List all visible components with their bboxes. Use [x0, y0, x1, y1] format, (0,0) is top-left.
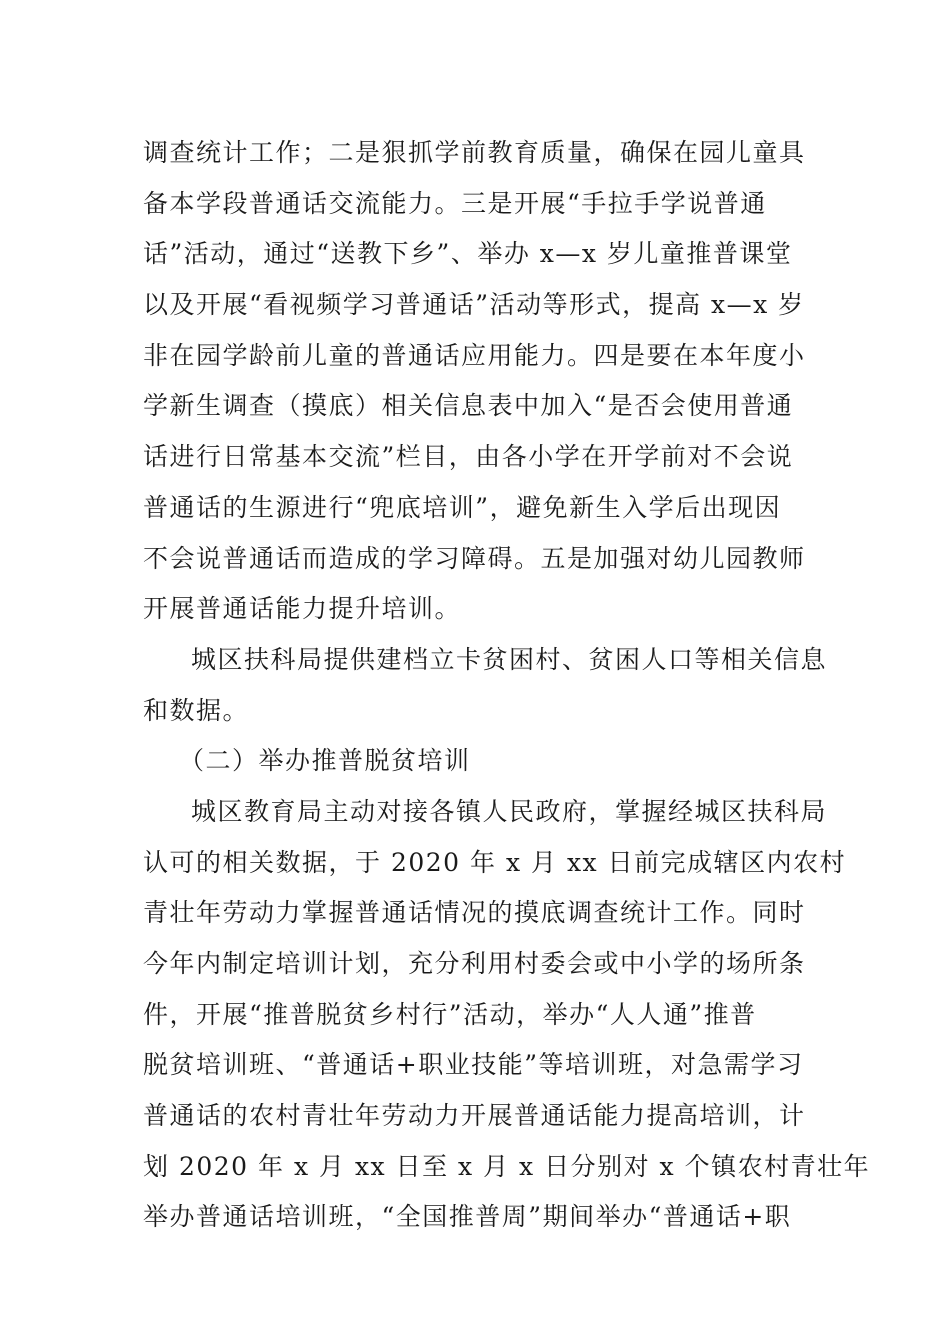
text-line: 非在园学龄前儿童的普通话应用能力。四是要在本年度小	[143, 340, 806, 370]
text-line: 学新生调查（摸底）相关信息表中加入“是否会使用普通	[143, 391, 794, 421]
text-line: 不会说普通话而造成的学习障碍。五是加强对幼儿园教师	[143, 543, 806, 573]
text-line: 话进行日常基本交流”栏目，由各小学在开学前对不会说	[143, 442, 794, 472]
paragraph-first-line: 城区扶科局提供建档立卡贫困村、贫困人口等相关信息	[191, 644, 828, 674]
text-line: 脱贫培训班、“普通话+职业技能”等培训班，对急需学习	[143, 1050, 804, 1080]
text-line: 以及开展“看视频学习普通话”活动等形式，提高 x—x 岁	[143, 290, 805, 320]
document-body	[143, 128, 871, 1243]
text-line: 话”活动，通过“送教下乡”、举办 x—x 岁儿童推普课堂	[143, 239, 793, 269]
text-line: 和数据。	[143, 695, 250, 725]
text-line: 举办普通话培训班，“全国推普周”期间举办“普通话+职	[143, 1202, 792, 1232]
text-line: 认可的相关数据，于 2020 年 x 月 xx 日前完成辖区内农村	[143, 847, 847, 877]
text-line: 今年内制定培训计划，充分利用村委会或中小学的场所条	[143, 949, 806, 978]
text-line: 件，开展“推普脱贫乡村行”活动，举办“人人通”推普	[143, 999, 757, 1029]
section-heading: （二）举办推普脱贫培训	[179, 746, 471, 776]
text-line: 青壮年劳动力掌握普通话情况的摸底调查统计工作。同时	[143, 898, 806, 928]
text-line: 开展普通话能力提升培训。	[143, 594, 462, 624]
text-line: 备本学段普通话交流能力。三是开展“手拉手学说普通	[143, 188, 767, 218]
text-line: 划 2020 年 x 月 xx 日至 x 月 x 日分别对 x 个镇农村青壮年	[143, 1151, 871, 1181]
text-line: 普通话的生源进行“兜底培训”，避免新生入学后出现因	[143, 492, 782, 522]
text-line: 普通话的农村青壮年劳动力开展普通话能力提高培训，计	[143, 1101, 806, 1131]
text-line: 调查统计工作；二是狠抓学前教育质量，确保在园儿童具	[143, 138, 806, 167]
paragraph-first-line: 城区教育局主动对接各镇人民政府，掌握经城区扶科局	[191, 796, 828, 826]
